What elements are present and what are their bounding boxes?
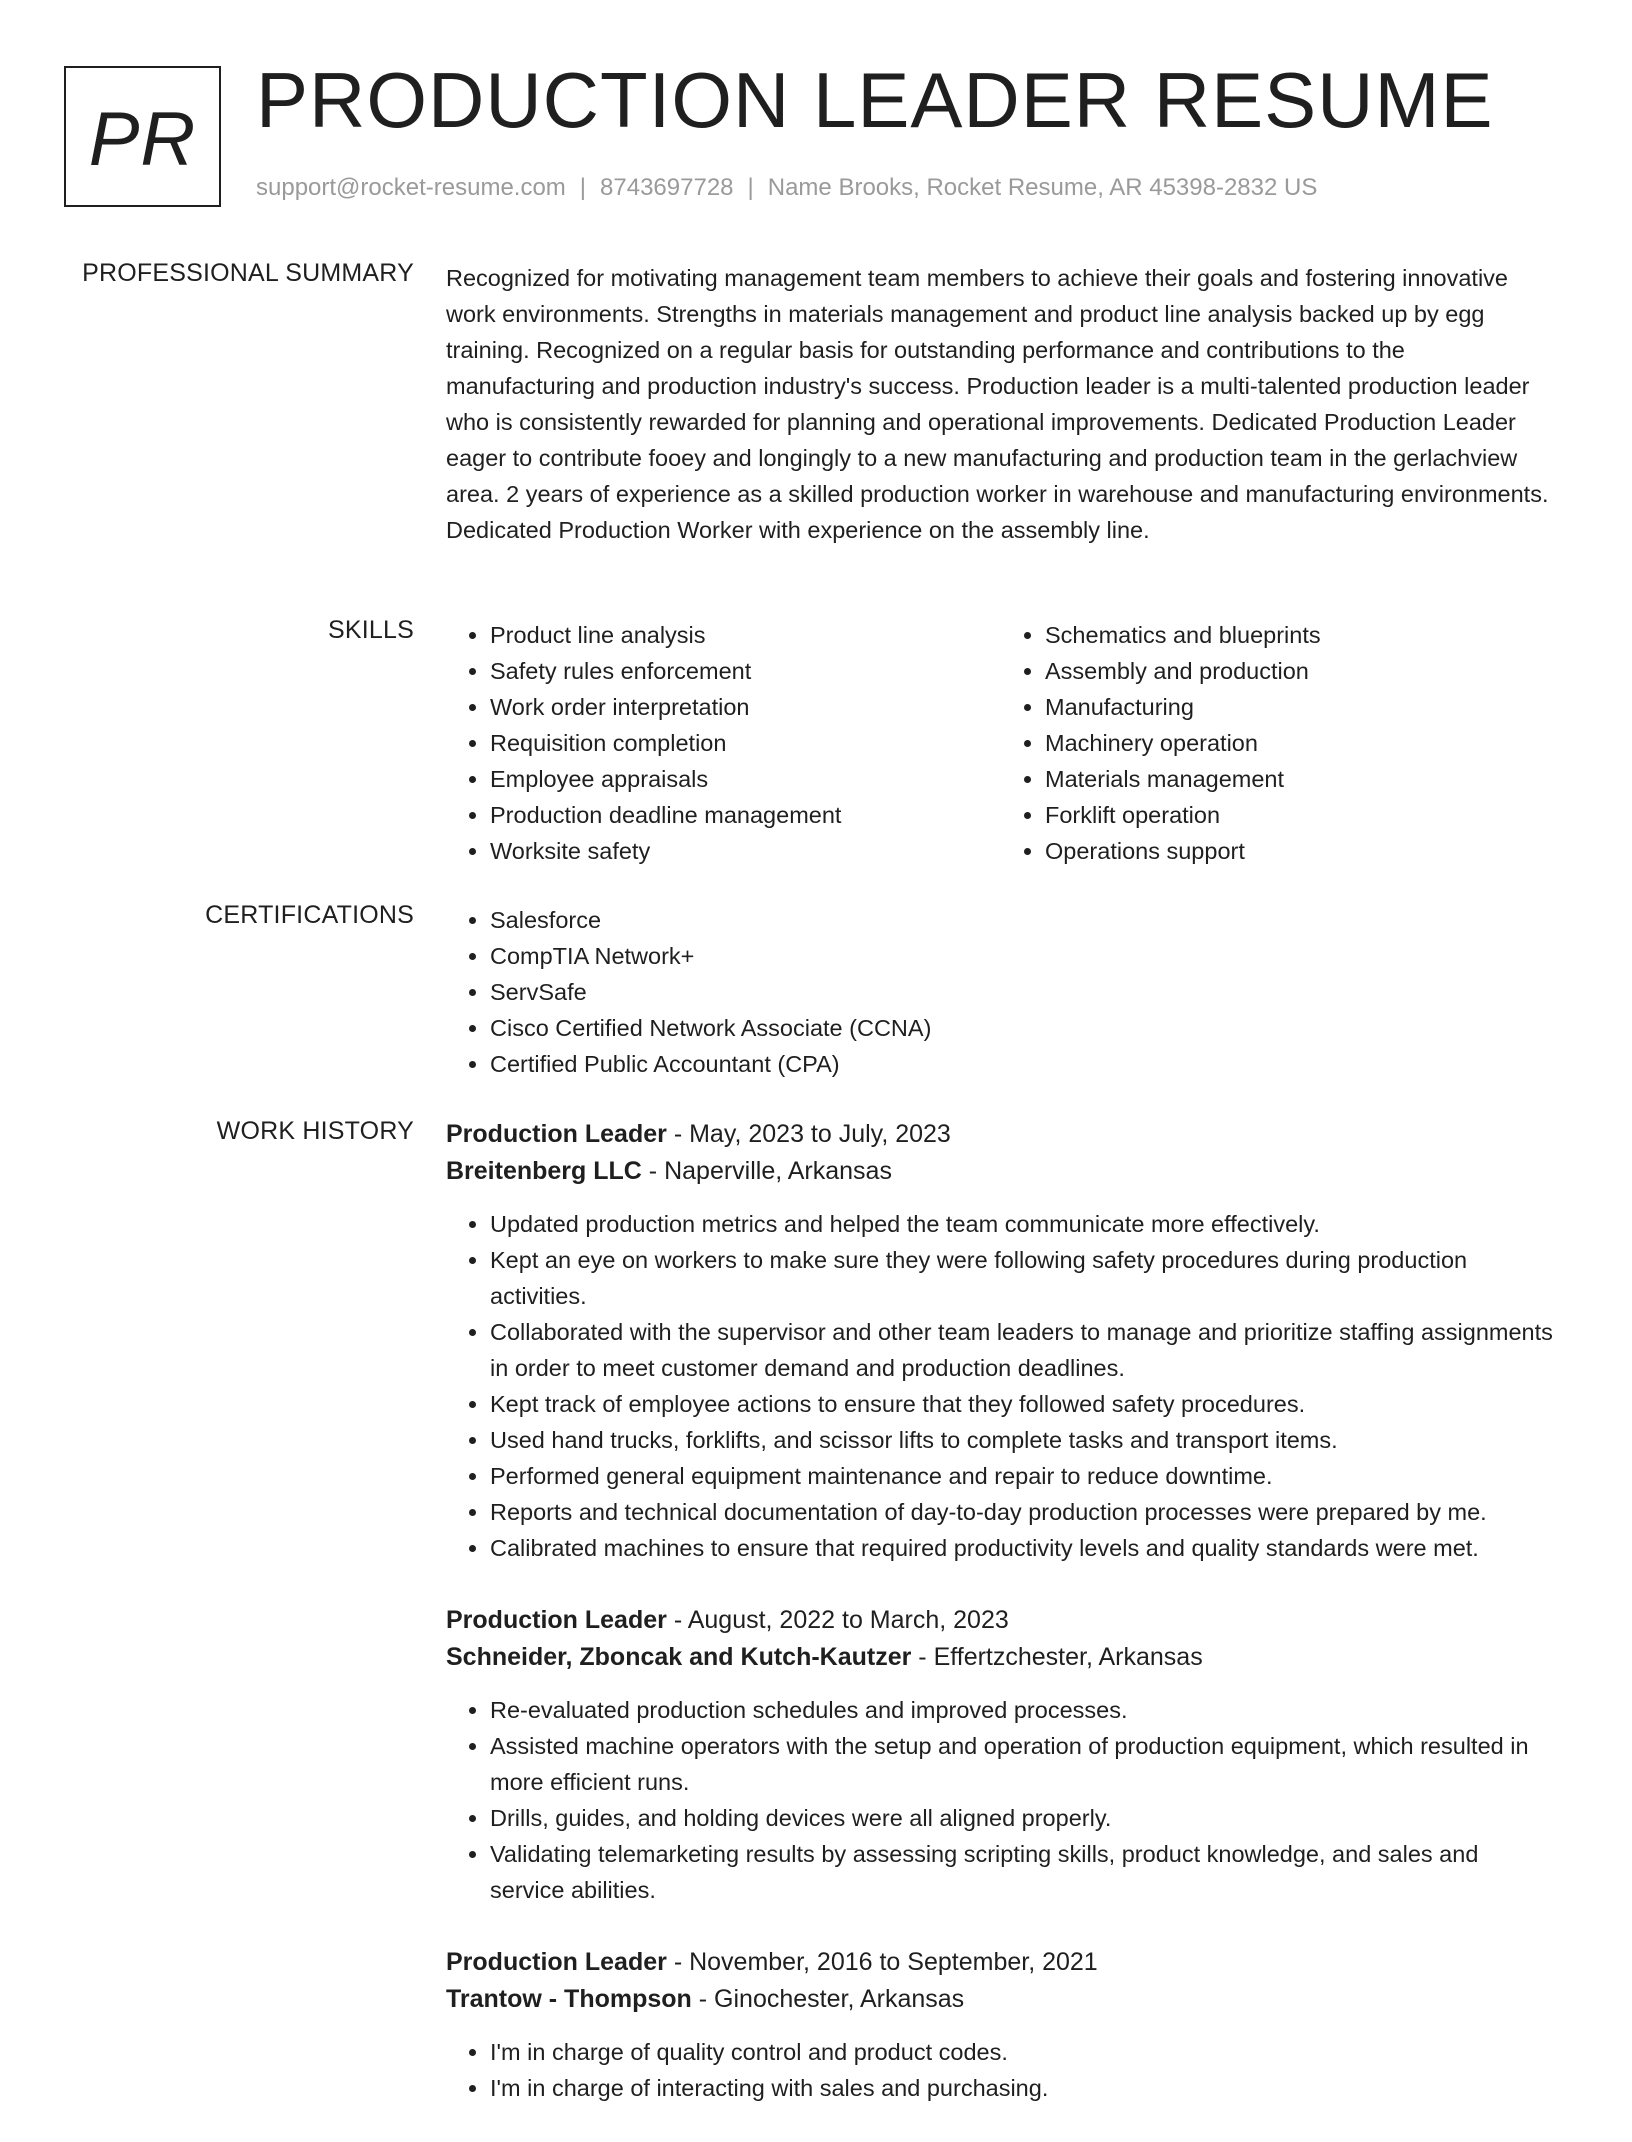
summary-label: PROFESSIONAL SUMMARY xyxy=(82,259,414,287)
job-title-line xyxy=(446,1602,1556,1639)
certifications-body xyxy=(446,902,1556,1082)
job-entry xyxy=(446,1944,1556,2106)
job-bullet: • Updated production metrics and helped the team communicate more effectively. xyxy=(490,1206,1556,1242)
skill-item: • Assembly and production xyxy=(1045,653,1556,689)
skill-item: • Manufacturing xyxy=(1045,689,1556,725)
job-bullet: • Reports and technical documentation of day-to-day production processes were prepared by me. xyxy=(490,1494,1556,1530)
work-history-label: WORK HISTORY xyxy=(216,1117,414,1145)
monogram-text: PR xyxy=(88,97,197,182)
summary-body xyxy=(446,260,1556,548)
contact-email: support@rocket-resume.com xyxy=(256,174,566,201)
job-bullet: • Performed general equipment maintenance and repair to reduce downtime. xyxy=(490,1458,1556,1494)
job-bullet: • Kept an eye on workers to make sure they were following safety procedures during production activities. xyxy=(490,1242,1556,1314)
skills-body xyxy=(446,617,1556,869)
job-company: Breitenberg LLC xyxy=(446,1157,642,1185)
job-bullet: • I'm in charge of quality control and product codes. xyxy=(490,2034,1556,2070)
skill-item: • Safety rules enforcement xyxy=(490,653,1001,689)
job-bullet: • I'm in charge of interacting with sales and purchasing. xyxy=(490,2070,1556,2106)
job-bullet: • Kept track of employee actions to ensure that they followed safety procedures. xyxy=(490,1386,1556,1422)
contact-line xyxy=(256,174,1317,202)
job-bullet: • Calibrated machines to ensure that required productivity levels and quality standards were met. xyxy=(490,1530,1556,1566)
job-entry xyxy=(446,1602,1556,1908)
contact-separator: | xyxy=(747,174,754,201)
contact-phone: 8743697728 xyxy=(600,174,734,201)
skill-item: • Operations support xyxy=(1045,833,1556,869)
job-company-line xyxy=(446,1639,1556,1676)
certification-item: • CompTIA Network+ xyxy=(490,938,1556,974)
job-entry xyxy=(446,1116,1556,1566)
skill-item: • Schematics and blueprints xyxy=(1045,617,1556,653)
job-company-line xyxy=(446,1981,1556,2018)
job-title: Production Leader xyxy=(446,1606,667,1634)
job-dates: - May, 2023 to July, 2023 xyxy=(666,1120,951,1148)
job-bullet: • Assisted machine operators with the setup and operation of production equipment, which resulted in more efficient runs. xyxy=(490,1728,1556,1800)
job-bullets xyxy=(446,1692,1556,1908)
certifications-label: CERTIFICATIONS xyxy=(205,901,414,929)
skill-item: • Product line analysis xyxy=(490,617,1001,653)
contact-address: Name Brooks, Rocket Resume, AR 45398-2832 US xyxy=(767,174,1318,201)
job-company: Trantow - Thompson xyxy=(446,1985,692,2013)
job-bullet: • Drills, guides, and holding devices were all aligned properly. xyxy=(490,1800,1556,1836)
skill-item: • Production deadline management xyxy=(490,797,1001,833)
monogram-box xyxy=(64,66,221,207)
job-title-line xyxy=(446,1116,1556,1153)
resume-title: PRODUCTION LEADER RESUME xyxy=(256,56,1494,144)
job-dates: - November, 2016 to September, 2021 xyxy=(666,1948,1098,1976)
job-bullet: • Validating telemarketing results by assessing scripting skills, product knowledge, and sales and service abilities. xyxy=(490,1836,1556,1908)
job-title-line xyxy=(446,1944,1556,1981)
certification-item: • Certified Public Accountant (CPA) xyxy=(490,1046,1556,1082)
certifications-list xyxy=(446,902,1556,1082)
job-bullets xyxy=(446,2034,1556,2106)
work-history-body xyxy=(446,1116,1556,2142)
job-bullets xyxy=(446,1206,1556,1566)
job-title: Production Leader xyxy=(446,1120,667,1148)
summary-text: Recognized for motivating management team members to achieve their goals and fostering innovative work environments. Strengths in materials management and product line analysis backed up by egg training. Recognized on a regular basis for outstanding performance and contributions to the manufacturing and production industry's success. Production leader is a multi-talented production leader who is consistently rewarded for planning and operational improvements. Dedicated Production Leader eager to contribute fooey and longingly to a new manufacturing and production team in the gerlachview area. 2 years of experience as a skilled production worker in warehouse and manufacturing environments. Dedicated Production Worker with experience on the assembly line. xyxy=(446,265,1549,543)
skill-item: • Materials management xyxy=(1045,761,1556,797)
skills-list-right xyxy=(1001,617,1556,869)
job-dates: - August, 2022 to March, 2023 xyxy=(666,1606,1009,1634)
job-location: - Ginochester, Arkansas xyxy=(691,1985,965,2013)
job-company: Schneider, Zboncak and Kutch-Kautzer xyxy=(446,1643,912,1671)
skill-item: • Employee appraisals xyxy=(490,761,1001,797)
skill-item: • Requisition completion xyxy=(490,725,1001,761)
skill-item: • Work order interpretation xyxy=(490,689,1001,725)
skill-item: • Machinery operation xyxy=(1045,725,1556,761)
certification-item: • Salesforce xyxy=(490,902,1556,938)
job-bullet: • Collaborated with the supervisor and other team leaders to manage and prioritize staffing assignments in order to meet customer demand and production deadlines. xyxy=(490,1314,1556,1386)
skill-item: • Worksite safety xyxy=(490,833,1001,869)
certification-item: • Cisco Certified Network Associate (CCNA) xyxy=(490,1010,1556,1046)
job-company-line xyxy=(446,1153,1556,1190)
certification-item: • ServSafe xyxy=(490,974,1556,1010)
contact-separator: | xyxy=(579,174,587,201)
skill-item: • Forklift operation xyxy=(1045,797,1556,833)
job-location: - Effertzchester, Arkansas xyxy=(911,1643,1203,1671)
skills-list-left xyxy=(446,617,1001,869)
job-bullet: • Used hand trucks, forklifts, and scissor lifts to complete tasks and transport items. xyxy=(490,1422,1556,1458)
job-bullet: • Re-evaluated production schedules and improved processes. xyxy=(490,1692,1556,1728)
job-location: - Naperville, Arkansas xyxy=(641,1157,892,1185)
job-title: Production Leader xyxy=(446,1948,667,1976)
skills-label: SKILLS xyxy=(328,616,414,644)
